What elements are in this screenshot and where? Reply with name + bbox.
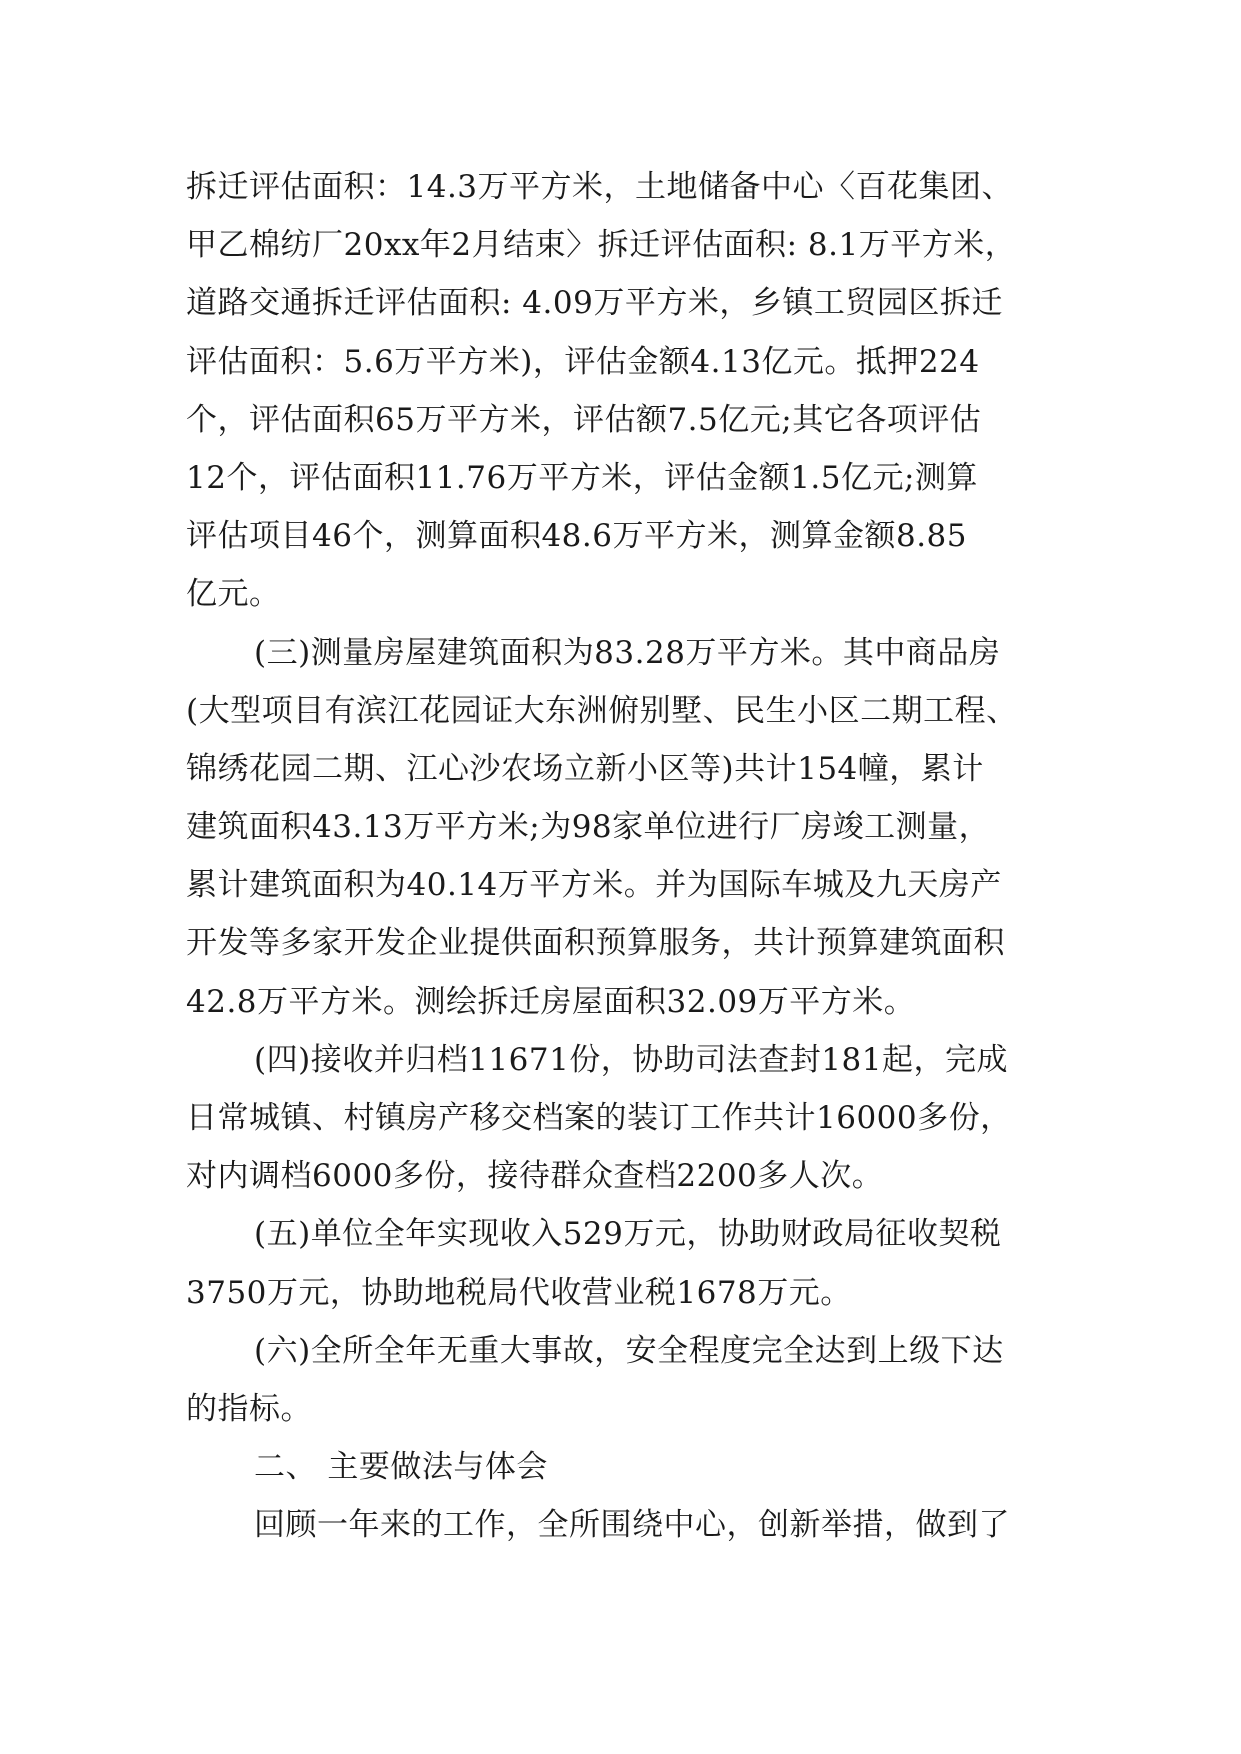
text-line: 锦绣花园二期、江心沙农场立新小区等)共计154幢，累计 bbox=[186, 750, 984, 787]
text-line: 3750万元，协助地税局代收营业税1678万元。 bbox=[186, 1274, 852, 1311]
text-line: 评估项目46个，测算面积48.6万平方米，测算金额8.85 bbox=[186, 518, 967, 555]
text-line: 甲乙棉纺厂20xx年2月结束〉拆迁评估面积: 8.1万平方米， bbox=[186, 227, 1017, 264]
text-line: 12个，评估面积11.76万平方米，评估金额1.5亿元;测算 bbox=[186, 459, 978, 496]
text-line: 道路交通拆迁评估面积: 4.09万平方米，乡镇工贸园区拆迁 bbox=[186, 285, 1003, 322]
paragraph-4-start: (四)接收并归档11671份，协助司法查封181起，完成 bbox=[254, 1041, 1008, 1078]
text-line: 开发等多家开发企业提供面积预算服务，共计预算建筑面积 bbox=[186, 925, 1005, 962]
paragraph-3-start: (三)测量房屋建筑面积为83.28万平方米。其中商品房 bbox=[254, 634, 1001, 671]
text-line: 对内调档6000多份，接待群众查档2200多人次。 bbox=[186, 1158, 884, 1195]
text-line: 个，评估面积65万平方米，评估额7.5亿元;其它各项评估 bbox=[186, 401, 982, 438]
text-line: 42.8万平方米。测绘拆迁房屋面积32.09万平方米。 bbox=[186, 983, 916, 1020]
text-line: 评估面积：5.6万平方米)，评估金额4.13亿元。抵押224 bbox=[186, 343, 980, 380]
text-line: 拆迁评估面积：14.3万平方米，土地储备中心〈百花集团、 bbox=[186, 169, 1014, 205]
paragraph-start: 回顾一年来的工作，全所围绕中心，创新举措，做到了 bbox=[254, 1507, 1010, 1544]
text-line: 亿元。 bbox=[186, 576, 281, 613]
text-line: (大型项目有滨江花园证大东洲俯别墅、民生小区二期工程、 bbox=[186, 692, 1018, 729]
text-line: 累计建筑面积为40.14万平方米。并为国际车城及九天房产 bbox=[186, 867, 1002, 904]
text-line: 日常城镇、村镇房产移交档案的装订工作共计16000多份， bbox=[186, 1100, 1012, 1136]
document-body bbox=[186, 158, 1056, 1555]
paragraph-6-start: (六)全所全年无重大事故，安全程度完全达到上级下达 bbox=[254, 1332, 1004, 1369]
text-line: 建筑面积43.13万平方米;为98家单位进行厂房竣工测量， bbox=[186, 809, 991, 846]
section-heading: 二、 主要做法与体会 bbox=[254, 1449, 548, 1486]
paragraph-5-start: (五)单位全年实现收入529万元，协助财政局征收契税 bbox=[254, 1216, 1002, 1253]
text-line: 的指标。 bbox=[186, 1390, 312, 1427]
